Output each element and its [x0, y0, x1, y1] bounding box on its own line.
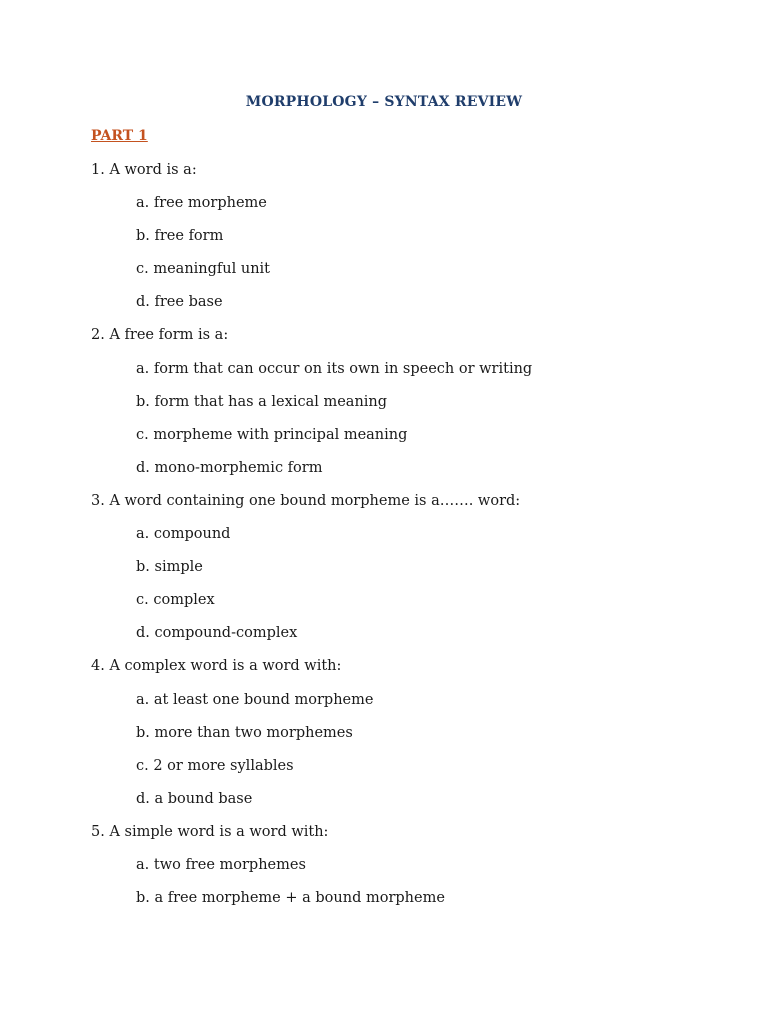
question-5-option-a: a. two free morphemes	[136, 856, 306, 873]
question-5-option-b: b. a free morpheme + a bound morpheme	[136, 890, 445, 907]
question-4: 4. A complex word is a word with:	[91, 658, 342, 675]
question-1-option-a: a. free morpheme	[136, 195, 267, 212]
question-2-option-c: c. morpheme with principal meaning	[136, 426, 408, 443]
part-heading: PART 1	[91, 128, 148, 144]
question-2-option-b: b. form that has a lexical meaning	[136, 393, 388, 410]
question-4-option-d: d. a bound base	[136, 790, 253, 807]
question-3-option-a: a. compound	[136, 526, 231, 543]
question-2-option-d: d. mono-morphemic form	[136, 459, 323, 476]
question-1-option-b: b. free form	[136, 228, 224, 245]
question-2: 2. A free form is a:	[91, 327, 229, 344]
question-4-option-a: a. at least one bound morpheme	[136, 691, 374, 708]
question-2-option-a: a. form that can occur on its own in speech or writing	[136, 360, 533, 377]
question-5: 5. A simple word is a word with:	[91, 823, 329, 840]
question-4-option-b: b. more than two morphemes	[136, 724, 353, 741]
question-3-option-b: b. simple	[136, 559, 203, 576]
question-1-option-d: d. free base	[136, 294, 223, 311]
question-list	[0, 161, 768, 922]
question-3-option-d: d. compound-complex	[136, 625, 298, 642]
question-1-option-c: c. meaningful unit	[136, 261, 271, 278]
question-3-option-c: c. complex	[136, 592, 215, 609]
document-title: MORPHOLOGY – SYNTAX REVIEW	[245, 94, 523, 110]
question-4-option-c: c. 2 or more syllables	[136, 757, 294, 774]
question-3: 3. A word containing one bound morpheme is a……. word:	[91, 492, 521, 509]
question-1: 1. A word is a:	[91, 162, 197, 178]
